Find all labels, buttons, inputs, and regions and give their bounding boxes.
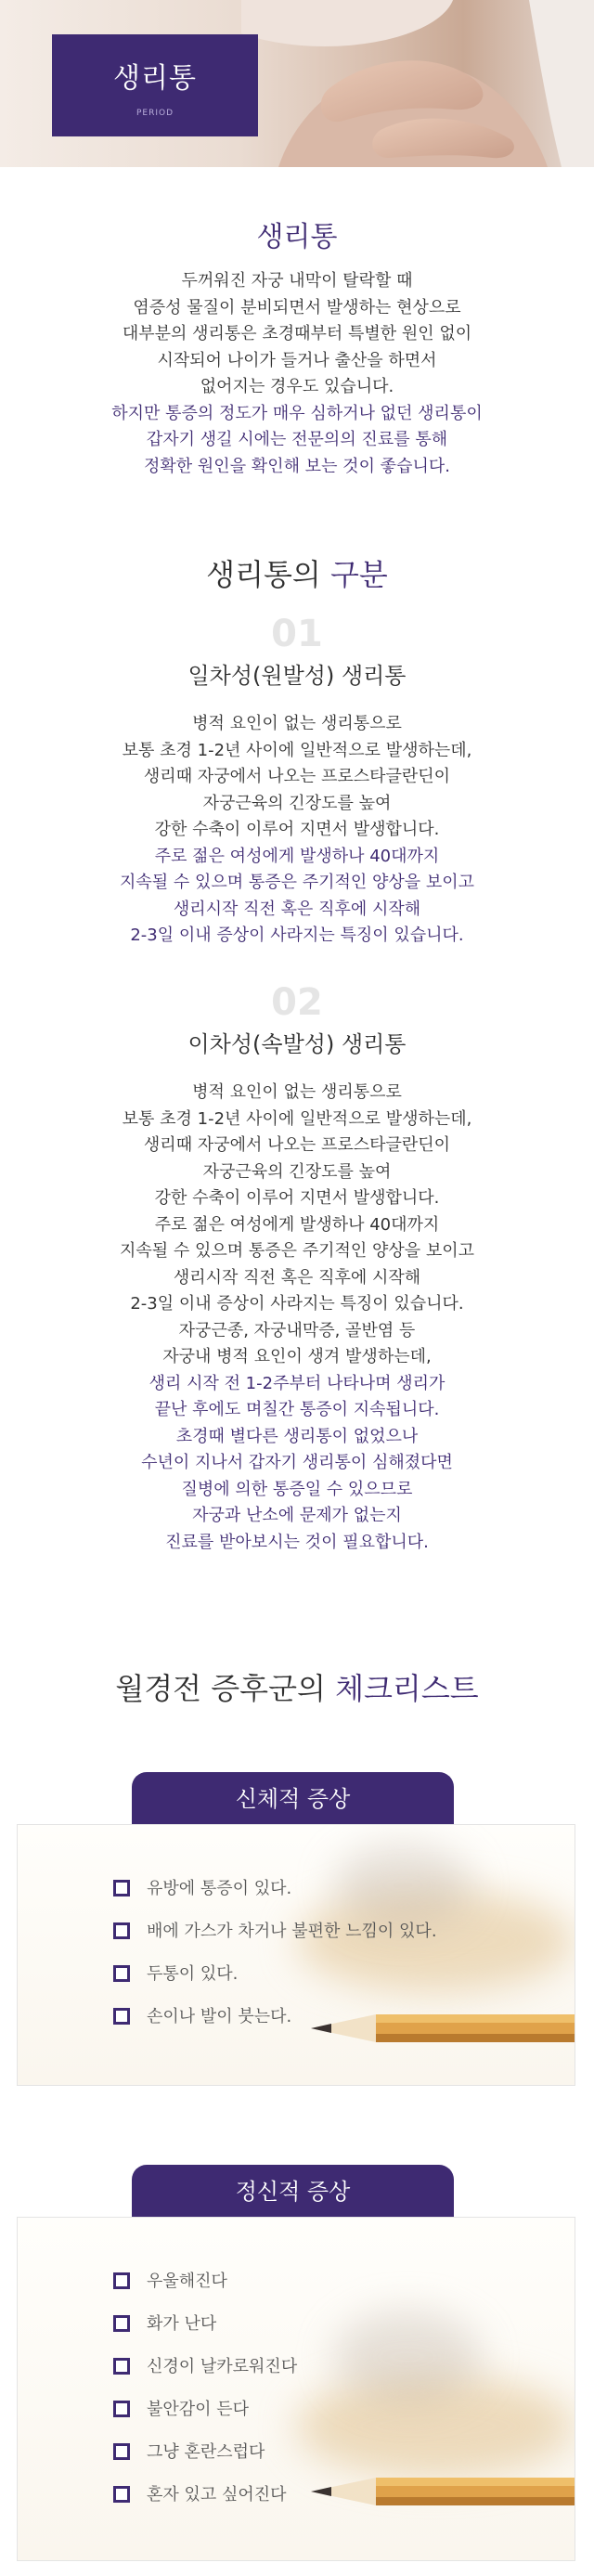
- background-smear: [333, 2311, 482, 2403]
- checklist-item-label: 혼자 있고 싶어진다: [147, 2485, 287, 2505]
- secondary-line-highlight: 생리 시작 전 1-2주부터 나타나며 생리가: [148, 1373, 446, 1393]
- secondary-line-highlight: 자궁과 난소에 문제가 없는지: [192, 1506, 402, 1525]
- checklist-item[interactable]: [113, 2272, 297, 2314]
- secondary-line-highlight: 끝난 후에도 며칠간 통증이 지속됩니다.: [154, 1400, 440, 1419]
- checklist-item[interactable]: [113, 1879, 437, 1922]
- mental-symptoms-card: [17, 2217, 575, 2561]
- types-heading-accent: 구분: [330, 557, 388, 592]
- physical-symptoms-tab: 신체적 증상: [132, 1772, 454, 1826]
- secondary-line: 자궁근종, 자궁내막증, 골반염 등: [178, 1320, 416, 1340]
- checklist-item[interactable]: [113, 2400, 297, 2442]
- checklist-item[interactable]: [113, 2007, 437, 2050]
- hero-title: 생리통: [113, 62, 197, 95]
- secondary-line: 자궁근육의 긴장도를 높여: [202, 1161, 392, 1182]
- intro-line: 없어지는 경우도 있습니다.: [200, 377, 394, 396]
- physical-symptoms-card: [17, 1824, 575, 2086]
- checklist-item-label: 신경이 날카로워진다: [147, 2357, 298, 2376]
- hero-photo: [241, 0, 594, 167]
- secondary-line: 지속될 수 있으며 통증은 주기적인 양상을 보이고: [119, 1241, 475, 1261]
- secondary-line-highlight: 수년이 지나서 갑자기 생리통이 심해졌다면: [141, 1453, 453, 1472]
- checklist-item[interactable]: [113, 2314, 297, 2357]
- secondary-line: 보통 초경 1-2년 사이에 일반적으로 발생하는데,: [122, 1108, 472, 1129]
- types-heading: [0, 551, 594, 594]
- checklist-item-label: 화가 난다: [147, 2314, 217, 2334]
- primary-paragraph: [0, 711, 594, 950]
- secondary-line: 주로 젊은 여성에게 발생하나 40대까지: [154, 1214, 440, 1235]
- primary-line: 생리때 자궁에서 나오는 프로스타글란딘이: [143, 767, 451, 786]
- physical-symptoms-list: [113, 1879, 437, 2050]
- primary-title: 일차성(원발성) 생리통: [187, 663, 407, 689]
- types-heading-main: 생리통의: [206, 557, 330, 592]
- checklist-item-label: 두통이 있다.: [147, 1964, 239, 1984]
- intro-line-highlight: 갑자기 생길 시에는 전문의의 진료를 통해: [146, 430, 448, 449]
- checklist-item-label: 그냥 혼란스럽다: [147, 2442, 265, 2462]
- checkbox[interactable]: [113, 2315, 130, 2332]
- primary-line: 자궁근육의 긴장도를 높여: [202, 793, 392, 813]
- secondary-line: 생리때 자궁에서 나오는 프로스타글란딘이: [143, 1135, 451, 1155]
- secondary-line-highlight: 진료를 받아보시는 것이 필요합니다.: [165, 1532, 429, 1552]
- checklist-item-label: 유방에 통증이 있다.: [147, 1879, 292, 1898]
- secondary-line: 2-3일 이내 증상이 사라지는 특징이 있습니다.: [130, 1294, 464, 1314]
- secondary-line-highlight: 질병에 의한 통증일 수 있으므로: [181, 1479, 413, 1499]
- hero-subtitle: PERIOD: [136, 109, 174, 118]
- secondary-line: 강한 수축이 이루어 지면서 발생합니다.: [154, 1188, 440, 1208]
- hero-banner: [0, 0, 594, 167]
- checklist-item-label: 손이나 발이 붓는다.: [147, 2007, 292, 2026]
- checklist-item-label: 우울해진다: [147, 2272, 227, 2291]
- intro-title: 생리통: [256, 221, 338, 253]
- secondary-title: 이차성(속발성) 생리통: [187, 1031, 407, 1057]
- secondary-line: 자궁내 병적 요인이 생겨 발생하는데,: [162, 1347, 432, 1366]
- intro-line: 대부분의 생리통은 초경때부터 특별한 원인 없이: [122, 324, 472, 343]
- checklist-heading-accent: 체크리스트: [335, 1671, 479, 1706]
- primary-line-highlight: 주로 젊은 여성에게 발생하나 40대까지: [154, 846, 440, 866]
- checkbox[interactable]: [113, 2272, 130, 2289]
- checklist-item[interactable]: [113, 2442, 297, 2485]
- checklist-item[interactable]: [113, 2357, 297, 2400]
- checklist-item[interactable]: [113, 1922, 437, 1964]
- checkbox[interactable]: [113, 2358, 130, 2375]
- hero-title-box: [52, 34, 258, 136]
- checklist-item-label: 불안감이 든다: [147, 2400, 250, 2419]
- primary-line: 병적 요인이 없는 생리통으로: [192, 714, 402, 733]
- intro-line: 두꺼워진 자궁 내막이 탈락할 때: [181, 271, 413, 291]
- secondary-number: 02: [271, 981, 323, 1024]
- primary-line-highlight: 생리시작 직전 혹은 직후에 시작해: [173, 899, 421, 919]
- checklist-item[interactable]: [113, 2485, 297, 2528]
- checkbox[interactable]: [113, 2486, 130, 2503]
- intro-line-highlight: 정확한 원인을 확인해 보는 것이 좋습니다.: [144, 456, 450, 476]
- pencil-icon: [311, 2457, 575, 2513]
- intro-line: 시작되어 나이가 들거나 출산을 하면서: [157, 350, 437, 370]
- mental-symptoms-tab: 정신적 증상: [132, 2165, 454, 2219]
- primary-line: 보통 초경 1-2년 사이에 일반적으로 발생하는데,: [122, 740, 472, 760]
- checkbox[interactable]: [113, 1922, 130, 1939]
- checklist-heading-main: 월경전 증후군의: [115, 1671, 336, 1706]
- intro-line-highlight: 하지만 통증의 정도가 매우 심하거나 없던 생리통이: [111, 403, 483, 423]
- primary-number: 01: [271, 613, 323, 655]
- primary-line: 강한 수축이 이루어 지면서 발생합니다.: [154, 820, 440, 839]
- intro-paragraph: [0, 268, 594, 480]
- secondary-paragraph: [0, 1080, 594, 1556]
- intro-line: 염증성 물질이 분비되면서 발생하는 현상으로: [133, 297, 461, 317]
- primary-line-highlight: 2-3일 이내 증상이 사라지는 특징이 있습니다.: [130, 926, 464, 945]
- checkbox[interactable]: [113, 2401, 130, 2417]
- checkbox[interactable]: [113, 2443, 130, 2460]
- checklist-item[interactable]: [113, 1964, 437, 2007]
- checklist-heading: [0, 1665, 594, 1708]
- primary-line-highlight: 지속될 수 있으며 통증은 주기적인 양상을 보이고: [119, 873, 475, 892]
- checkbox[interactable]: [113, 2008, 130, 2025]
- checkbox[interactable]: [113, 1880, 130, 1896]
- mental-symptoms-list: [113, 2272, 297, 2528]
- secondary-line: 생리시작 직전 혹은 직후에 시작해: [173, 1267, 421, 1288]
- secondary-line-highlight: 초경때 별다른 생리통이 없었으나: [175, 1426, 419, 1446]
- checklist-item-label: 배에 가스가 차거나 불편한 느낌이 있다.: [147, 1922, 437, 1941]
- secondary-line: 병적 요인이 없는 생리통으로: [192, 1082, 402, 1102]
- checkbox[interactable]: [113, 1965, 130, 1982]
